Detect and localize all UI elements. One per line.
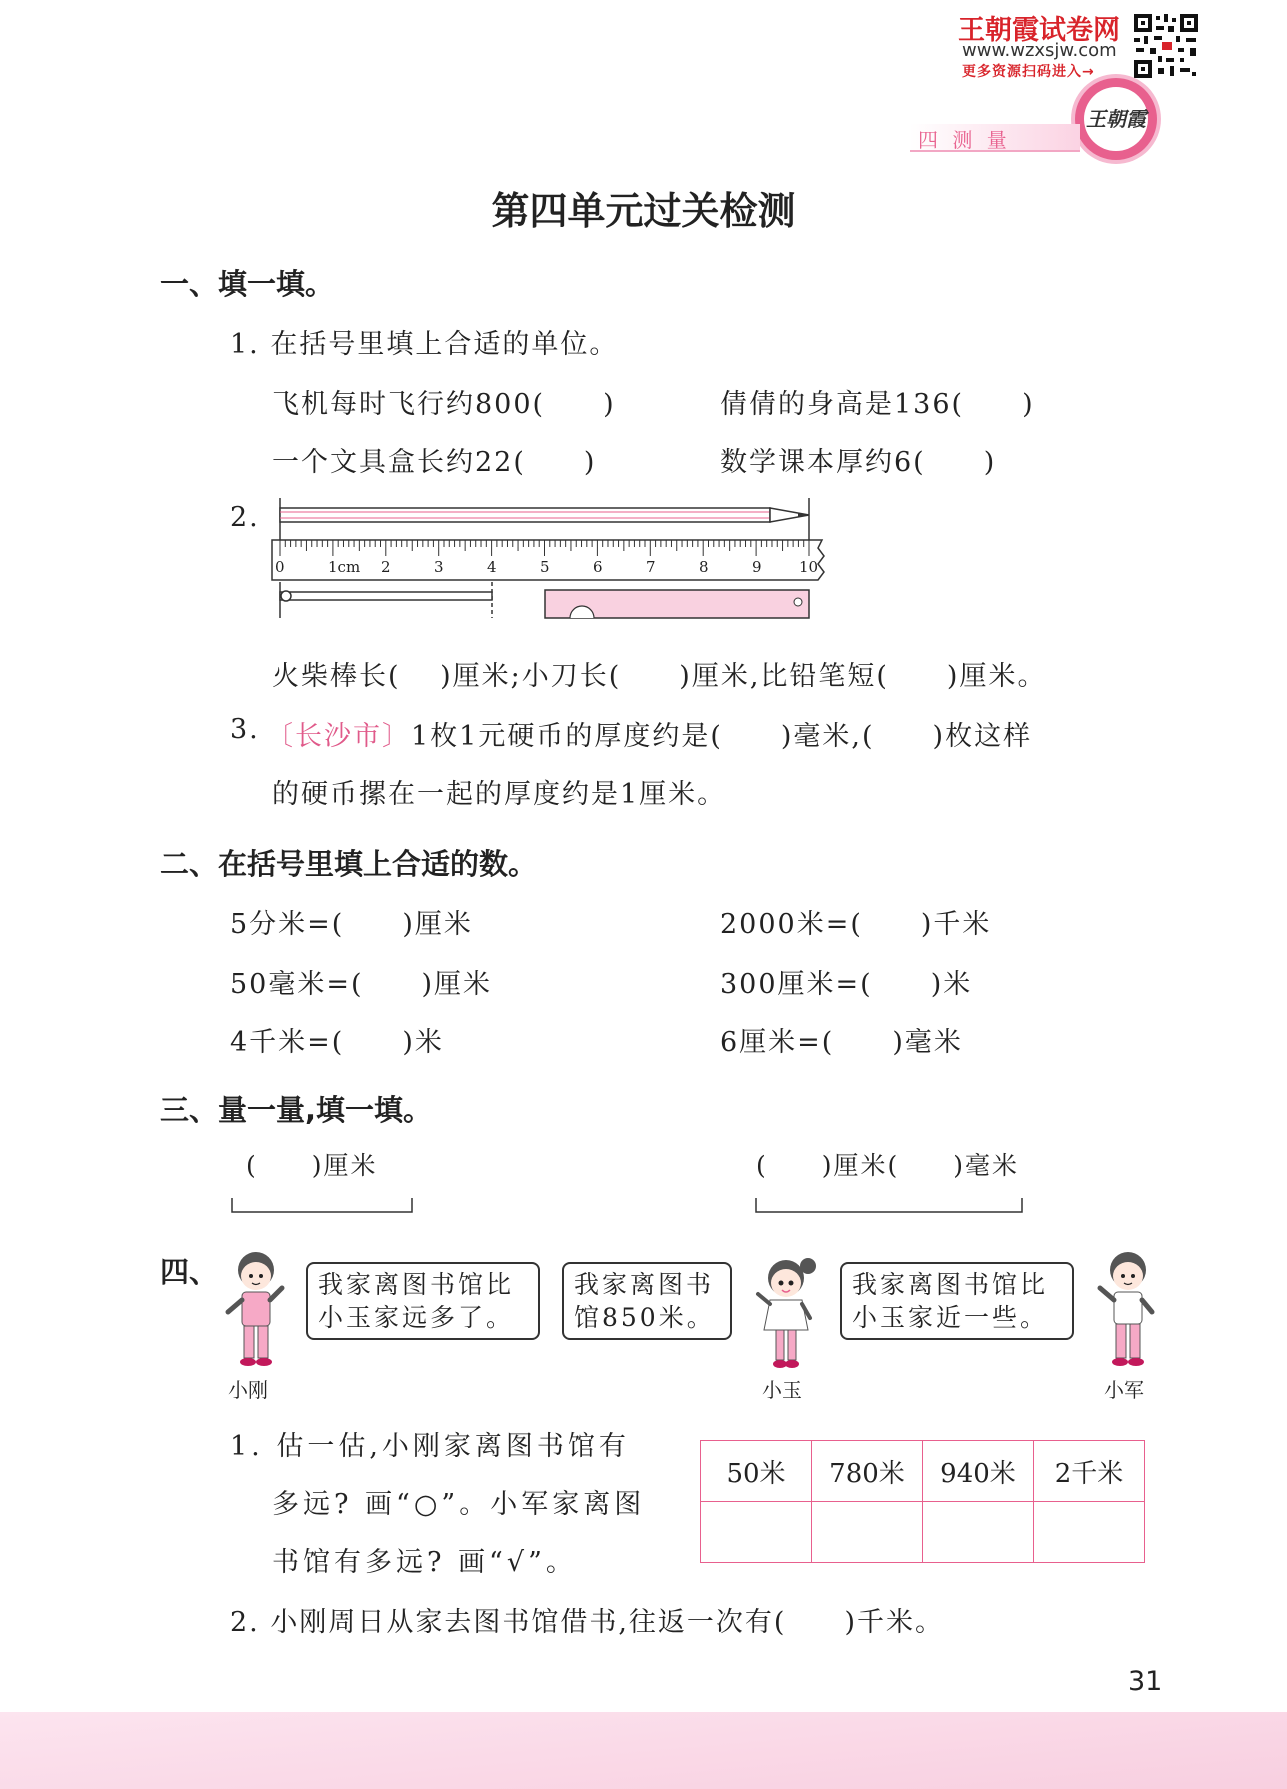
- segment-short: [230, 1196, 414, 1216]
- option-cell: 2千米: [1034, 1441, 1145, 1502]
- ruler-label: 0: [275, 558, 285, 576]
- answer-cell[interactable]: [701, 1502, 812, 1563]
- ruler-label: 9: [752, 558, 762, 576]
- q3-number: 3.: [230, 714, 260, 745]
- conversion-item: 50毫米=( )厘米: [230, 969, 493, 1000]
- q1-item-airplane: 飞机每时飞行约800( ): [272, 389, 616, 420]
- conversion-item: 4千米=( )米: [230, 1027, 444, 1058]
- page-title: 第四单元过关检测: [491, 189, 796, 233]
- kid-label-xiaoyu: 小玉: [762, 1378, 802, 1402]
- q1-item-height: 倩倩的身高是136( ): [720, 389, 1035, 420]
- page-number: 31: [1128, 1666, 1163, 1697]
- measure-right-label: ( )厘米( )毫米: [756, 1151, 1020, 1180]
- table-row: [701, 1502, 1145, 1563]
- q4-1-line-1: 1. 估一估,小刚家离图书馆有: [230, 1431, 630, 1462]
- section-2-heading: 二、在括号里填上合适的数。: [160, 847, 538, 881]
- q3-line-1: [266, 714, 1032, 753]
- q2-number: 2.: [230, 502, 260, 533]
- speech-bubble-xiaojun: [840, 1262, 1074, 1340]
- q3-line-2: 的硬币摞在一起的厚度约是1厘米。: [272, 779, 727, 810]
- unit-tab-label: 四 测 量: [918, 128, 1011, 152]
- ruler-label: 2: [381, 558, 391, 576]
- answer-cell[interactable]: [1034, 1502, 1145, 1563]
- boy-xiaojun-figure: [1092, 1248, 1162, 1370]
- speech-bubble-xiaoyu-text: 我家离图书馆850米。: [574, 1270, 715, 1332]
- q1-item-textbook: 数学课本厚约6( ): [720, 447, 997, 478]
- segment-long: [754, 1196, 1024, 1216]
- ruler-label: 10: [799, 558, 819, 576]
- seal-text: 王朝霞: [1086, 107, 1146, 131]
- brand-more-resources: 更多资源扫码进入→: [962, 64, 1095, 80]
- speech-bubble-xiaogang: [306, 1262, 540, 1340]
- q1-label: 1. 在括号里填上合适的单位。: [230, 329, 619, 360]
- option-cell: 780米: [812, 1441, 923, 1502]
- q4-1-line-3: 书馆有多远? 画“√”。: [272, 1547, 577, 1578]
- ruler-label: 4: [487, 558, 497, 576]
- speech-bubble-xiaogang-text: 我家离图书馆比小玉家远多了。: [318, 1270, 515, 1332]
- speech-bubble-xiaoyu: [562, 1262, 732, 1340]
- q1-item-pencil-box: 一个文具盒长约22( ): [272, 447, 597, 478]
- table-row: [701, 1441, 1145, 1502]
- brand-seal: [1075, 78, 1157, 160]
- section-4-heading: 四、: [160, 1255, 219, 1289]
- ruler-label: 5: [540, 558, 550, 576]
- section-1-heading: 一、填一填。: [160, 267, 335, 301]
- ruler-label: 8: [699, 558, 709, 576]
- kid-label-xiaogang: 小刚: [228, 1378, 268, 1402]
- option-cell: 940米: [923, 1441, 1034, 1502]
- q3-region-tag: 〔长沙市〕: [266, 721, 411, 752]
- conversion-item: 6厘米=( )毫米: [720, 1027, 963, 1058]
- measure-left-label: ( )厘米: [246, 1151, 378, 1180]
- conversion-item: 2000米=( )千米: [720, 909, 992, 940]
- ruler-label: 6: [593, 558, 603, 576]
- knife-icon: [545, 590, 809, 618]
- q4-2-text: 2. 小刚周日从家去图书馆借书,往返一次有( )千米。: [230, 1607, 944, 1638]
- qr-code-icon[interactable]: [1132, 12, 1200, 80]
- girl-xiaoyu-figure: [752, 1256, 822, 1370]
- q2-answer-line: 火柴棒长( )厘米;小刀长( )厘米,比铅笔短( )厘米。: [272, 661, 1047, 692]
- ruler-label: 1cm: [328, 558, 361, 576]
- brand-url[interactable]: www.wzxsjw.com: [962, 40, 1117, 61]
- brand-logo-text: 王朝霞试卷网: [958, 15, 1120, 46]
- answer-cell[interactable]: [812, 1502, 923, 1563]
- q3-line-1-text: 1枚1元硬币的厚度约是( )毫米,( )枚这样: [411, 721, 1033, 752]
- ruler-labels: [266, 558, 836, 578]
- conversion-item: 5分米=( )厘米: [230, 909, 473, 940]
- ruler-label: 3: [434, 558, 444, 576]
- footer-band: [0, 1712, 1287, 1789]
- estimate-table: [700, 1440, 1145, 1563]
- ruler-label: 7: [646, 558, 656, 576]
- option-cell: 50米: [701, 1441, 812, 1502]
- answer-cell[interactable]: [923, 1502, 1034, 1563]
- speech-bubble-xiaojun-text: 我家离图书馆比小玉家近一些。: [852, 1270, 1049, 1332]
- section-3-heading: 三、量一量,填一填。: [160, 1093, 433, 1127]
- q4-1-line-2: 多远? 画“○”。小军家离图: [272, 1489, 646, 1520]
- matchstick-icon: [280, 582, 492, 618]
- pencil-icon: [280, 508, 809, 522]
- boy-xiaogang-figure: [222, 1248, 292, 1370]
- conversion-item: 300厘米=( )米: [720, 969, 973, 1000]
- kid-label-xiaojun: 小军: [1104, 1378, 1144, 1402]
